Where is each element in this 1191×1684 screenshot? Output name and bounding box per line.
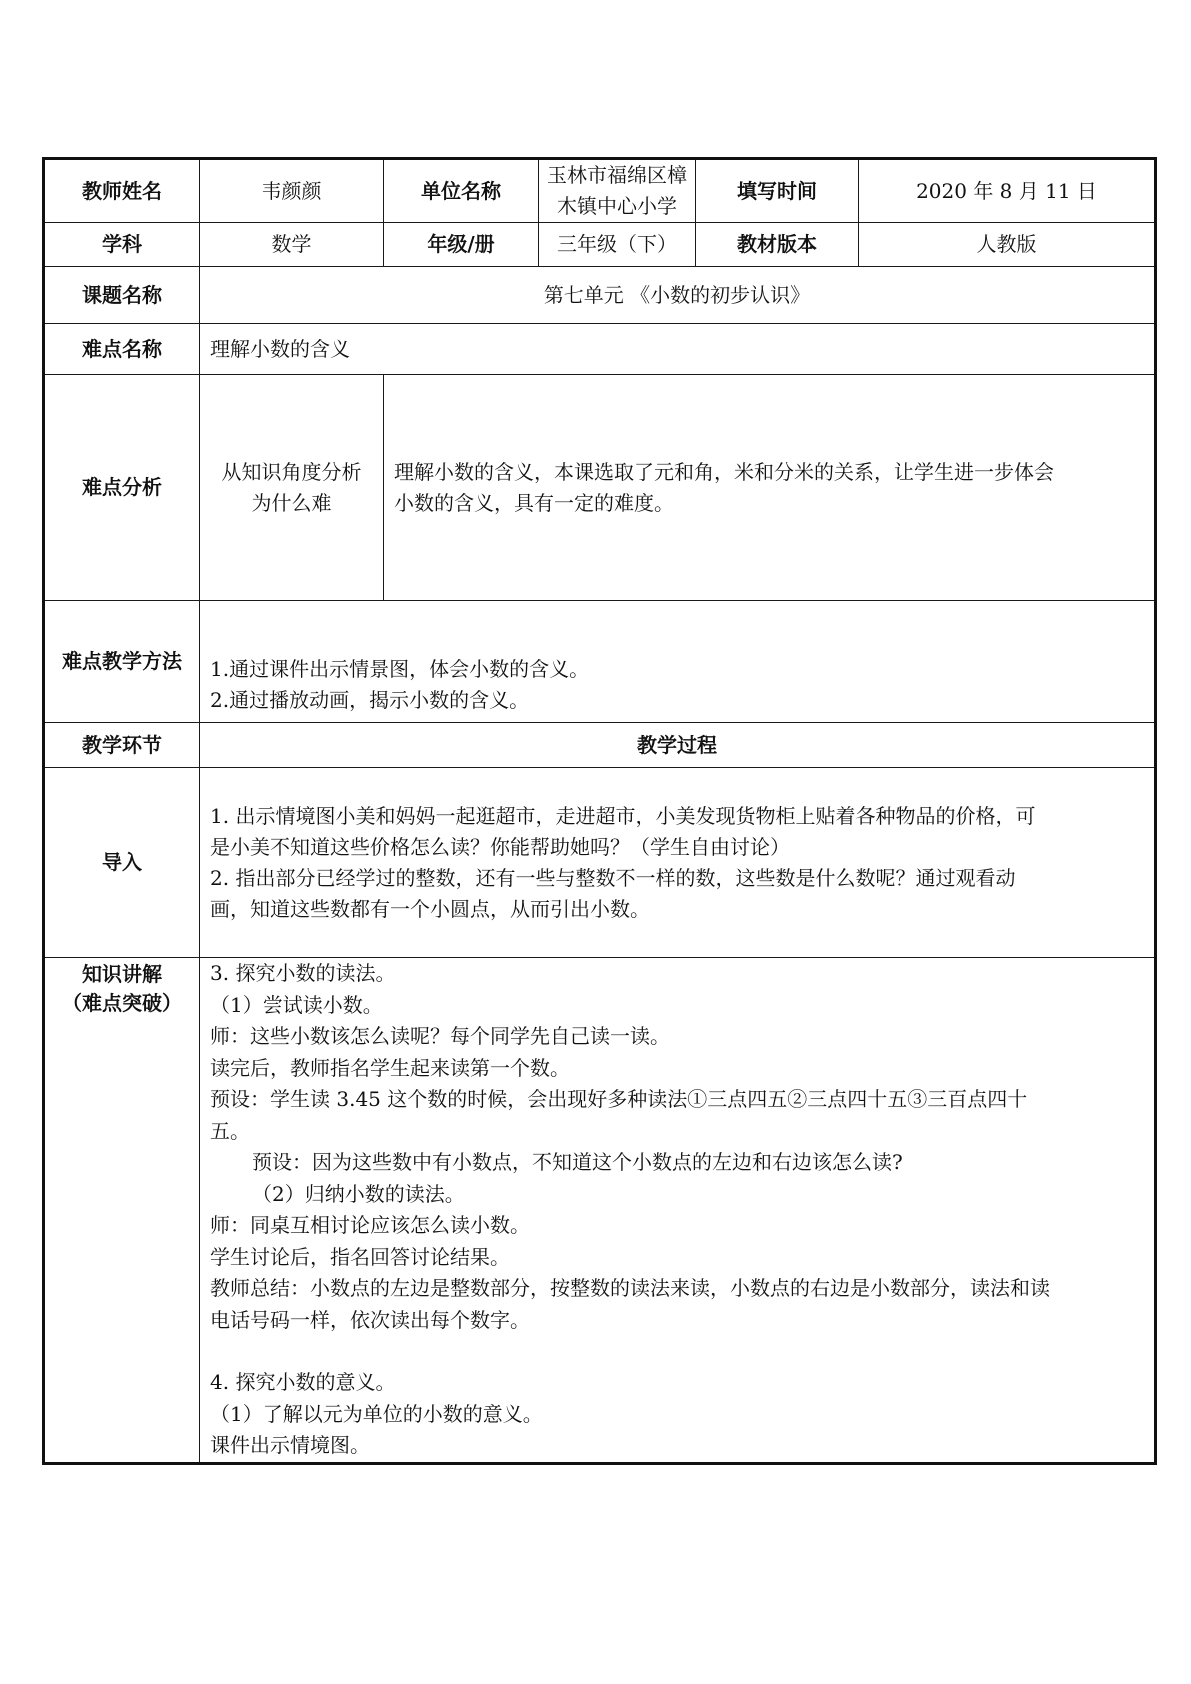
- knowledge-label-line2: （难点突破）: [62, 991, 182, 1015]
- knowledge-line: 预设：因为这些数中有小数点，不知道这个小数点的左边和右边该怎么读?: [252, 1150, 903, 1174]
- row-subject: [44, 223, 1156, 267]
- unit-value-line1: 玉林市福绵区樟: [547, 163, 687, 187]
- teacher-value: 韦颜颜: [200, 159, 384, 223]
- row-knowledge: [44, 958, 1156, 1464]
- knowledge-line: 读完后，教师指名学生起来读第一个数。: [210, 1055, 570, 1080]
- analysis-label: 难点分析: [44, 375, 200, 601]
- knowledge-line: 师：同桌互相讨论应该怎么读小数。: [210, 1213, 530, 1237]
- stage-label: 教学环节: [44, 723, 200, 768]
- unit-value-line2: 木镇中心小学: [557, 194, 677, 218]
- row-method: [44, 601, 1156, 723]
- teacher-label: 教师姓名: [44, 159, 200, 223]
- intro-label: 导入: [44, 768, 200, 958]
- lesson-plan-table: [42, 157, 1157, 1465]
- unit-label: 单位名称: [384, 159, 539, 223]
- row-difficulty: [44, 324, 1156, 375]
- row-intro: [44, 768, 1156, 958]
- analysis-sub-label-line2: 为什么难: [251, 490, 332, 515]
- knowledge-line: 4. 探究小数的意义。: [210, 1370, 396, 1394]
- knowledge-line: 师：这些小数该怎么读呢？每个同学先自己读一读。: [210, 1024, 670, 1048]
- knowledge-line: （1）尝试读小数。: [210, 992, 383, 1017]
- method-item1: 1.通过课件出示情景图，体会小数的含义。: [210, 657, 590, 681]
- knowledge-line: 预设：学生读 3.45 这个数的时候，会出现好多种读法①三点四五②三点四十五③三百点四十: [210, 1087, 1028, 1111]
- knowledge-label-line1: 知识讲解: [82, 962, 162, 986]
- date-label: 填写时间: [696, 159, 859, 223]
- knowledge-label: [44, 958, 200, 1464]
- edition-label: 教材版本: [696, 223, 859, 267]
- topic-value: 第七单元 《小数的初步认识》: [200, 267, 1156, 324]
- analysis-sub-label-line1: 从知识角度分析: [221, 459, 362, 484]
- grade-label: 年级/册: [384, 223, 539, 267]
- knowledge-content: [200, 958, 1156, 1464]
- topic-label: 课题名称: [44, 267, 200, 324]
- difficulty-value: 理解小数的含义: [200, 324, 1156, 375]
- intro-p2-line2: 画，知道这些数都有一个小圆点，从而引出小数。: [210, 896, 650, 921]
- analysis-content: [384, 375, 1156, 601]
- method-item2: 2.通过播放动画，揭示小数的含义。: [210, 688, 530, 712]
- knowledge-line: 3. 探究小数的读法。: [210, 961, 396, 985]
- intro-p1-line1: 1. 出示情境图小美和妈妈一起逛超市，走进超市，小美发现货物柜上贴着各种物品的价格，可: [210, 803, 1036, 828]
- row-topic: [44, 267, 1156, 324]
- intro-p1-line2: 是小美不知道这些价格怎么读？你能帮助她吗？（学生自由讨论）: [210, 834, 790, 859]
- analysis-line2: 小数的含义，具有一定的难度。: [394, 490, 674, 515]
- process-label: 教学过程: [200, 723, 1156, 768]
- analysis-sub-label: [200, 375, 384, 601]
- row-teacher: [44, 159, 1156, 223]
- lesson-plan-sheet: [42, 157, 1154, 1473]
- subject-value: 数学: [200, 223, 384, 267]
- analysis-line1: 理解小数的含义，本课选取了元和角，米和分米的关系，让学生进一步体会: [394, 459, 1054, 484]
- knowledge-line: 教师总结：小数点的左边是整数部分，按整数的读法来读，小数点的右边是小数部分，读法和读: [210, 1276, 1050, 1300]
- intro-content: [200, 768, 1156, 958]
- knowledge-line: 学生讨论后，指名回答讨论结果。: [210, 1244, 510, 1269]
- knowledge-line: 课件出示情境图。: [210, 1433, 370, 1457]
- grade-value: 三年级（下）: [539, 223, 696, 267]
- row-process-header: [44, 723, 1156, 768]
- knowledge-line: （1）了解以元为单位的小数的意义。: [210, 1401, 543, 1426]
- knowledge-line: 五。: [210, 1118, 250, 1143]
- knowledge-line: （2）归纳小数的读法。: [252, 1181, 465, 1206]
- method-label: 难点教学方法: [44, 601, 200, 723]
- unit-value: [539, 159, 696, 223]
- difficulty-label: 难点名称: [44, 324, 200, 375]
- subject-label: 学科: [44, 223, 200, 267]
- row-analysis: [44, 375, 1156, 601]
- method-content: [200, 601, 1156, 723]
- date-value: 2020 年 8 月 11 日: [859, 159, 1156, 223]
- knowledge-line: 电话号码一样，依次读出每个数字。: [210, 1307, 530, 1332]
- blank-line: [210, 1336, 1144, 1367]
- edition-value: 人教版: [859, 223, 1156, 267]
- intro-p2-line1: 2. 指出部分已经学过的整数，还有一些与整数不一样的数，这些数是什么数呢？通过观看动: [210, 865, 1016, 890]
